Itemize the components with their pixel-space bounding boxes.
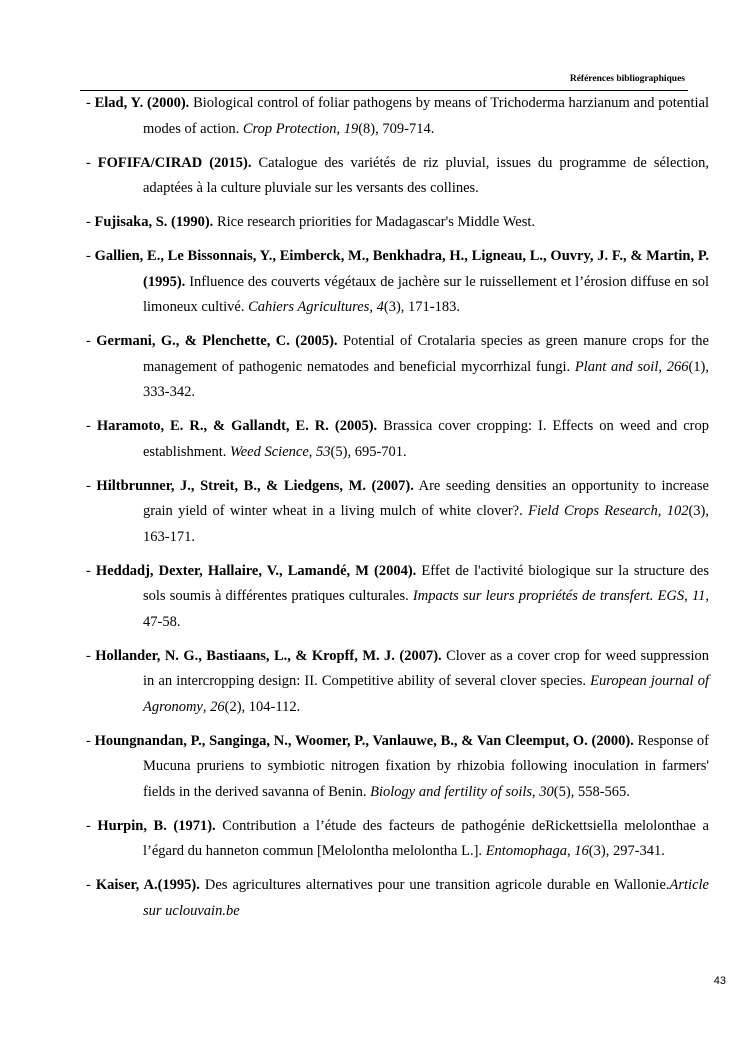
reference-entry [86,644,709,721]
reference-volume: 26 [210,698,225,715]
reference-separator: , [532,783,540,800]
reference-authors: Gallien, E., Le Bissonnais, Y., Eimberck, M., Benkhadra, H., Ligneau, L., Ouvry, J. F., & Martin, P. (1995). [94,248,709,290]
reference-separator: , [202,698,211,715]
reference-entry [86,244,709,321]
reference-authors: Houngnandan, P., Sanginga, N., Woomer, P., Vanlauwe, B., & Van Cleemput, O. (2000). [94,732,634,749]
reference-text: Des agricultures alternatives pour une transition agricole durable en Wallonie. [199,877,670,893]
reference-entry [86,729,709,806]
reference-pages: (3), 297-341. [588,843,665,859]
reference-pages: (5), 558-565. [553,783,630,800]
reference-pages: (5), 695-701. [330,443,407,460]
reference-journal: Plant and soil [574,358,659,375]
reference-entry [86,91,709,142]
reference-pages: (8), 709-714. [358,120,435,137]
reference-volume: 16 [574,843,589,859]
reference-text: Are seeding densities an opportunity to increase grain yield of winter wheat in a living mulch of white clover?. [143,477,709,519]
reference-volume: 19 [343,120,359,137]
reference-dash: - [86,817,98,834]
reference-dash: - [86,732,95,749]
reference-dash: - [86,418,97,434]
reference-authors: Haramoto, E. R., & Gallandt, E. R. (2005). [96,418,378,434]
reference-text: Clover as a cover crop for weed suppression in an intercropping design: II. Competitive ability of several clover species. [143,647,709,689]
reference-authors: Hollander, N. G., Bastiaans, L., & Kropff, M. J. (2007). [95,647,442,664]
reference-pages: (2), 104-112. [224,698,301,715]
reference-dash: - [86,877,96,893]
reference-text: Potential of Crotalaria species as green manure crops for the management of pathogenic nematodes and beneficial mycorrhizal fungi. [143,333,709,375]
reference-authors: Hurpin, B. (1971). [97,817,216,834]
reference-authors: Elad, Y. (2000). [94,95,190,111]
reference-separator: , [369,299,377,315]
reference-authors: FOFIFA/CIRAD (2015). [97,154,252,171]
reference-dash: - [86,248,95,264]
reference-authors: Hiltbrunner, J., Streit, B., & Liedgens, M. (2007). [96,477,414,494]
reference-text: Biological control of foliar pathogens by means of Trichoderma harzianum and potential modes of action. [143,95,709,137]
reference-separator: , [684,588,692,604]
reference-entry [86,559,709,636]
reference-volume: 53 [316,443,331,460]
reference-text: Catalogue des variétés de riz pluvial, issues du programme de sélection, adaptées à la culture pluviale sur les versants des collines. [143,154,709,196]
reference-text: Rice research priorities for Madagascar's Middle West. [213,214,535,230]
reference-separator: , [567,843,575,859]
reference-separator: , [658,358,667,375]
reference-text: Contribution a l’étude des facteurs de pathogénie deRickettsiella melolonthae a l’égard du hanneton commun [Melolontha melolontha L.]. [143,817,709,859]
reference-journal: Cahiers Agricultures [248,299,370,315]
reference-journal: Article sur uclouvain.be [143,877,709,919]
reference-journal: Entomophaga [485,843,568,859]
reference-separator: , [657,503,667,519]
reference-pages: , 47-58. [143,588,710,630]
reference-volume: 11 [691,588,706,604]
reference-dash: - [86,477,97,494]
reference-journal: European journal of Agronomy [143,673,709,715]
reference-dash: - [86,214,95,230]
reference-authors: Kaiser, A.(1995). [95,877,200,893]
reference-separator: , [336,120,344,137]
reference-text: Brassica cover cropping: I. Effects on weed and crop establishment. [143,418,710,460]
reference-entry [86,414,709,465]
reference-volume: 4 [376,299,384,315]
reference-text: Influence des couverts végétaux de jachère sur le ruissellement et l’érosion diffuse en sol limoneux cultivé. [143,273,709,315]
reference-authors: Germani, G., & Plenchette, C. (2005). [96,333,338,349]
reference-volume: 102 [666,503,689,519]
reference-pages: (3), 163-171. [143,503,710,545]
reference-entry [86,151,709,202]
reference-journal: Impacts sur leurs propriétés de transfert. EGS [412,588,685,604]
reference-journal: Weed Science [230,443,309,460]
reference-authors: Fujisaka, S. (1990). [94,214,214,230]
reference-dash: - [86,95,95,111]
reference-dash: - [86,647,96,664]
reference-volume: 266 [666,358,689,375]
reference-entry [86,474,709,551]
reference-dash: - [86,562,96,579]
reference-journal: Field Crops Research [528,503,658,519]
reference-dash: - [86,333,97,349]
reference-list [86,91,709,924]
running-header: Références bibliographiques [569,74,685,84]
reference-text: Effet de l'activité biologique sur la structure des sols soumis à différentes pratiques culturales. [143,562,709,604]
reference-dash: - [86,154,98,171]
reference-entry [86,814,709,865]
reference-separator: , [308,443,317,460]
reference-entry [86,329,709,406]
page-number: 43 [713,975,726,987]
reference-journal: Crop Protection [242,120,337,137]
reference-entry [86,210,709,236]
reference-volume: 30 [539,783,554,800]
reference-pages: (1), 333-342. [143,358,710,400]
reference-entry [86,873,709,924]
reference-pages: (3), 171-183. [383,299,460,315]
reference-journal: Biology and fertility of soils [370,783,533,800]
reference-text: Response of Mucuna pruriens to symbiotic nitrogen fixation by rhizobia following inoculation in farmers' fields in the derived savanna of Benin. [143,732,709,800]
reference-authors: Heddadj, Dexter, Hallaire, V., Lamandé, M (2004). [95,562,417,579]
